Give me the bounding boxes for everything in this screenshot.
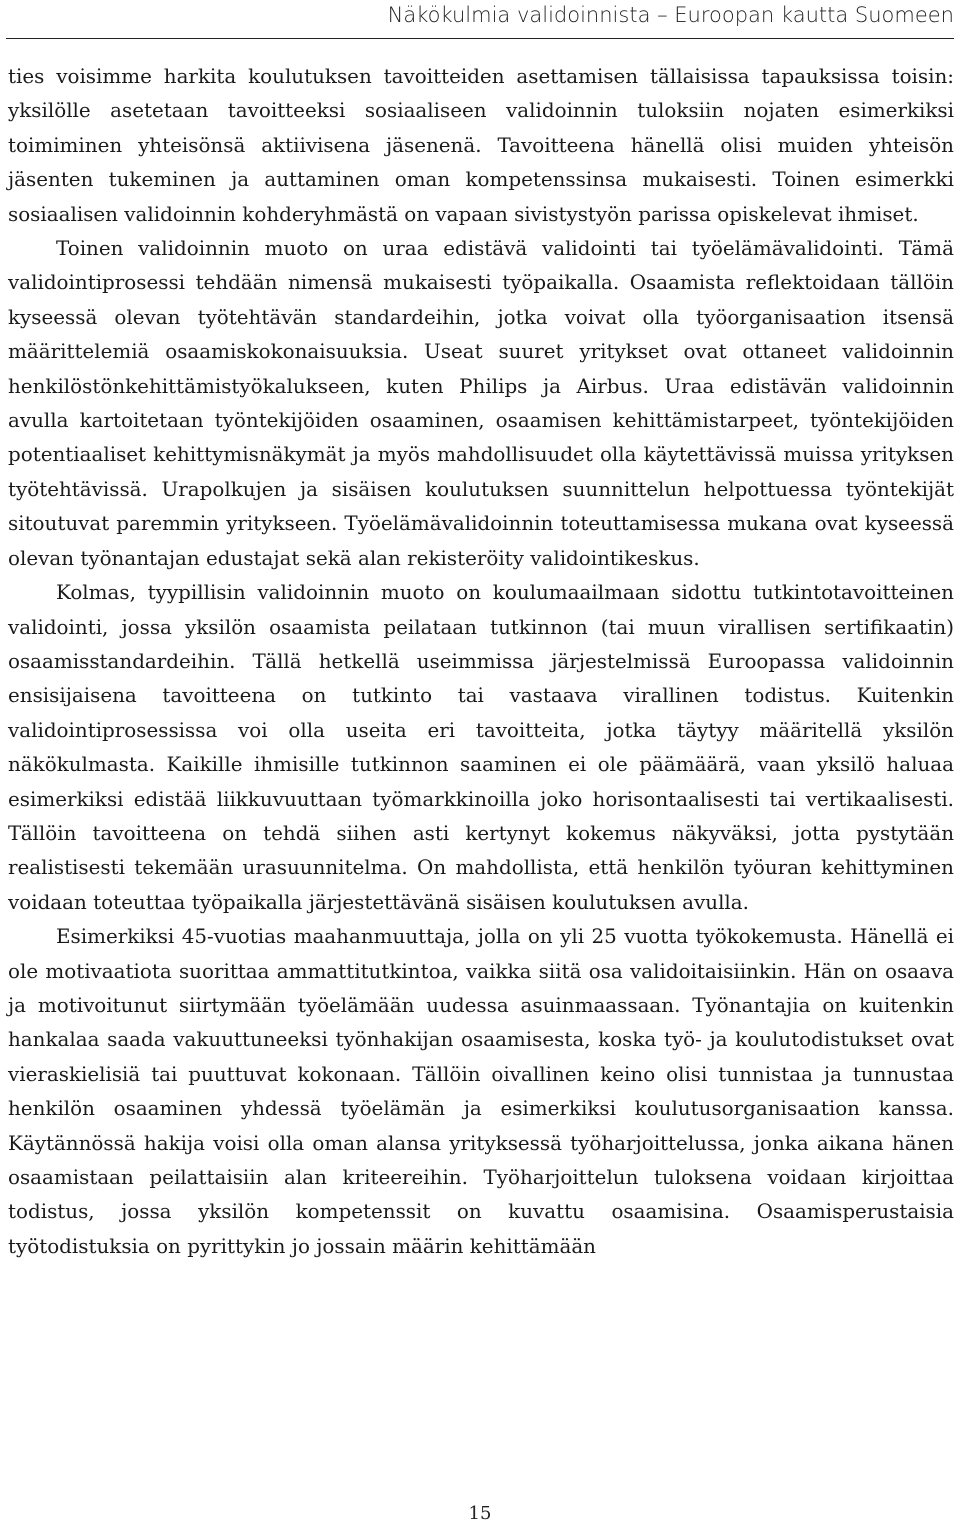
paragraph: ties voisimme harkita koulutuksen tavoitteiden asettamisen tällaisissa tapauksissa toisin: yksilölle asetetaan tavoitteeksi sosiaaliseen validoinnin tuloksiin nojaten esimerkiksi toimiminen yhteisönsä aktiivisena jäsenenä. Tavoitteena hänellä olisi muiden yhteisön jäsenten tukeminen ja auttaminen oman kompetenssinsa mukaisesti. Toinen esimerkki sosiaalisen validoinnin kohderyhmästä on vapaan sivistystyön parissa opiskelevat ihmiset. xyxy=(8,65,954,226)
paragraph: Toinen validoinnin muoto on uraa edistävä validointi tai työelämävalidointi. Tämä validointiprosessi tehdään nimensä mukaisesti työpaikalla. Osaamista reflektoidaan tällöin kyseessä olevan työtehtävän standardeihin, jotka voivat olla työorganisaation itsensä määrittelemiä osaamiskokonaisuuksia. Useat suuret yritykset ovat ottaneet validoinnin henkilöstönkehittämistyökalukseen, kuten Philips ja Airbus. Uraa edistävän validoinnin avulla kartoitetaan työntekijöiden osaaminen, osaamisen kehittämistarpeet, työntekijöiden potentiaaliset kehittymisnäkymät ja myös mahdollisuudet olla käytettävissä muissa yrityksen työtehtävissä. Urapolkujen ja sisäisen koulutuksen suunnittelun helpottuessa työntekijät sitoutuvat paremmin yritykseen. Työelämävalidoinnin toteuttamisessa mukana ovat kyseessä olevan työnantajan edustajat sekä alan rekisteröity validointikeskus. xyxy=(8,237,954,570)
paragraph: Kolmas, tyypillisin validoinnin muoto on koulumaailmaan sidottu tutkintotavoitteinen validointi, jossa yksilön osaamista peilataan tutkinnon (tai muun virallisen sertifikaatin) osaamisstandardeihin. Tällä hetkellä useimmissa järjestelmissä Euroopassa validoinnin ensisijaisena tavoitteena on tutkinto tai vastaava virallinen todistus. Kuitenkin validointiprosessissa voi olla useita eri tavoitteita, jotka täytyy määritellä yksilön näkökulmasta. Kaikille ihmisille tutkinnon saaminen ei ole päämäärä, vaan yksilö haluaa esimerkiksi edistää liikkuvuuttaan työmarkkinoilla joko horisontaalisesti tai vertikaalisesti. Tällöin tavoitteena on tehdä siihen asti kertynyt kokemus näkyväksi, jotta pystytään realistisesti tekemään urasuunnitelma. On mahdollista, että henkilön työuran kehittyminen voidaan toteuttaa työpaikalla järjestettävänä sisäisen koulutuksen avulla. xyxy=(8,581,954,914)
header-rule xyxy=(6,38,954,39)
running-header: Näkökulmia validoinnista – Euroopan kautta Suomeen xyxy=(387,3,954,27)
page-number: 15 xyxy=(468,1503,492,1524)
body-text xyxy=(8,60,954,1264)
paragraph: Esimerkiksi 45-vuotias maahanmuuttaja, jolla on yli 25 vuotta työkokemusta. Hänellä ei ole motivaatiota suorittaa ammattitutkintoa, vaikka siitä osa validoitaisiinkin. Hän on osaava ja motivoitunut siirtymään työelämään uudessa asuinmaassaan. Työnantajia on kuitenkin hankalaa saada vakuuttuneeksi työnhakijan osaamisesta, koska työ- ja koulutodistukset ovat vieraskielisiä tai puuttuvat kokonaan. Tällöin oivallinen keino olisi tunnistaa ja tunnustaa henkilön osaaminen yhdessä työelämän ja esimerkiksi koulutusorganisaation kanssa. Käytännössä hakija voisi olla oman alansa yrityksessä työharjoittelussa, jonka aikana hänen osaamistaan peilattaisiin alan kriteereihin. Työharjoittelun tuloksena voidaan kirjoittaa todistus, jossa yksilön kompetenssit on kuvattu osaamisina. Osaamisperustaisia työtodistuksia on pyrittykin jo jossain määrin kehittämään xyxy=(8,925,954,1258)
